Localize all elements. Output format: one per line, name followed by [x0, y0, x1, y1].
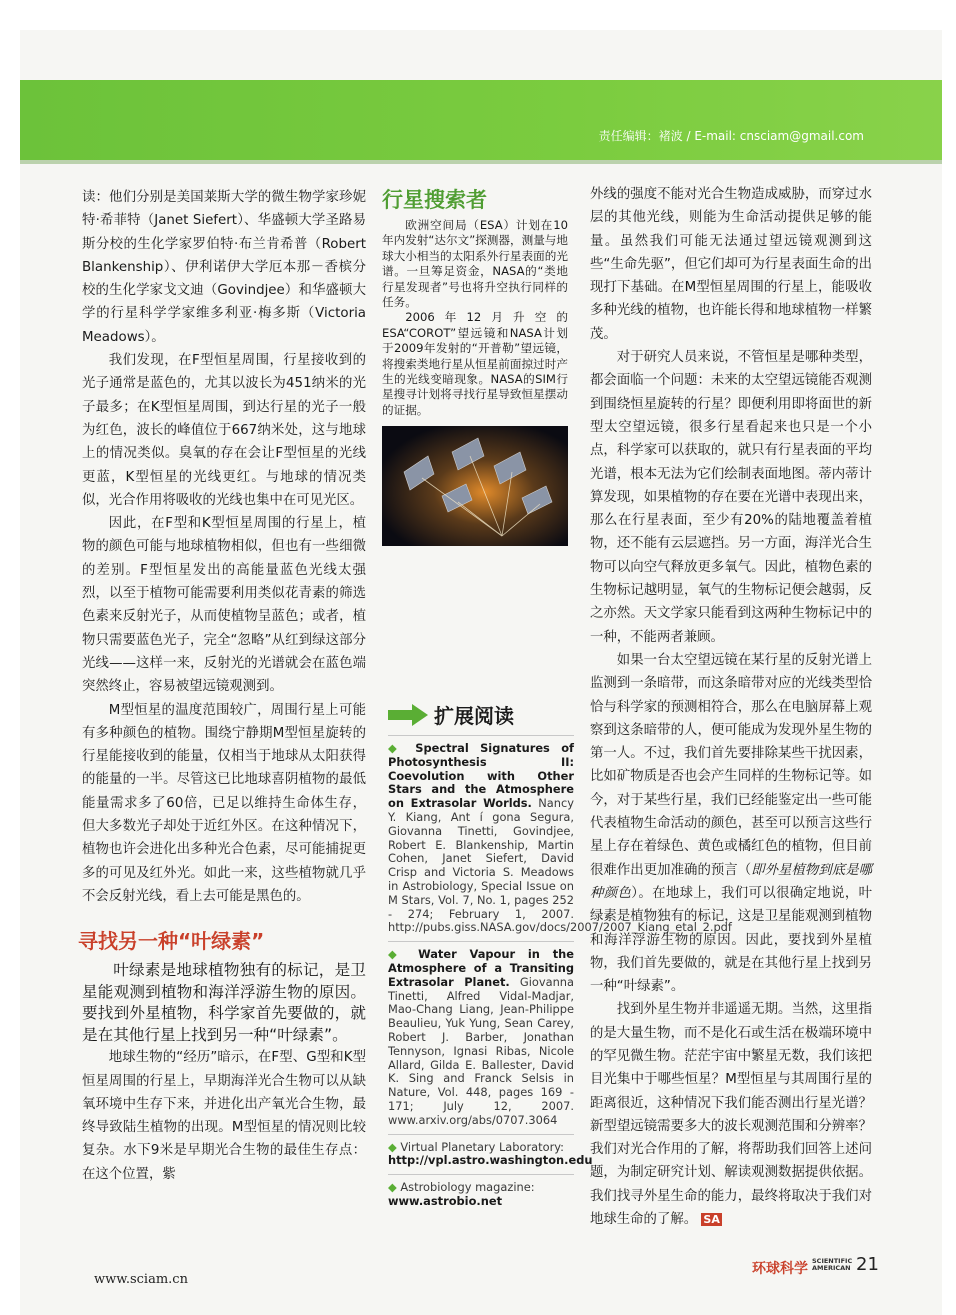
paragraph: M型恒星的温度范围较广，周围行星上可能有多种颜色的植物。围绕宁静期M型恒星旋转的行星能接收到的能量，仅相当于地球从太阳获得的能量的一半。尽管这已比地球喜阴植物的最低能量需求多了60倍，已足以维持生命体生存，但大多数光子却处于近红外区。在这种情况下，植物也许会进化出多种光合色素，尽可能捕捉更多的可见及红外光。如此一来，这些植物就几乎不会反射光线，看上去可能是黑色的。	[82, 702, 366, 904]
paragraph-text: 如果一台太空望远镜在某行星的反射光谱上监测到一条暗带，而这条暗带对应的光线类型恰恰与科学家的预测相符合，那么在电脑屏幕上观察到这条暗带的人，便可能成为发现外星生物的第一人。不过，我们首先要排除某些干扰因素，比如矿物质是否也会产生同样的生物标记等。如今，对于某些行星，我们已经能鉴定出一些可能代表植物生命活动的颜色，甚至可以预言这些行星上存在着绿色、黄色或橘红色的植物，但目前很难作出更加准确的预言（	[590, 652, 872, 878]
sidebar-paragraph: 2006年12月升空的ESA“COROT”望远镜和NASA计划于2009年发射的“开普勒”望远镜，将搜索类地行星从恒星前面掠过时产生的光线变暗现象。NASA的SIM行星搜寻计划将寻找行星导致恒星摆动的证据。	[382, 310, 568, 417]
paragraph: 对于研究人员来说，不管恒星是哪种类型，都会面临一个问题：未来的太空望远镜能否观测到围绕恒星旋转的行星？即便利用即将面世的新型太空望远镜，很多行星看起来也只是一个小点，科学家可以获取的，就只有行星表面的平均光谱，根本无法为它们绘制表面地图。蒂内蒂计算发现，如果植物的存在要在光谱中表现出来，那么在行星表面，至少有20%的陆地覆盖着植物，还不能有云层遮挡。另一方面，海洋光合生物可以向空气释放更多氧气。因此，植物色素的生物标记越明显，氧气的生物标记便会越弱，反之亦然。天文学家只能看到这两种生物标记中的一种，不能两者兼顾。	[590, 350, 872, 645]
bullet-diamond-icon: ◆	[388, 947, 406, 962]
publication-name-en	[812, 1258, 852, 1272]
reference-details: Giovanna Tinetti, Alfred Vidal-Madjar, Mao-Chang Liang, Jean-Philippe Beaulieu, Yuk Yung, Sean Carey, Robert J. Barber, Jonathan Tennyson, Ignasi Ribas, Nicole Allard, Gilda E. Ballester, David K. Sing and Franck Selsis in Nature, Vol. 448, pages 169 - 171; July 12, 2007. www.arxiv.org/abs/0707.3064	[388, 974, 574, 1127]
section-heading: 寻找另一种“叶绿素”	[78, 929, 265, 954]
reference-label: Virtual Planetary Laboratory:	[400, 1139, 565, 1154]
footer-website[interactable]: www.sciam.cn	[94, 1272, 188, 1287]
paragraph: 因此，在F型和K型恒星周围的行星上，植物的颜色可能与地球植物相似，但也有一些细微的差别。F型恒星发出的高能量蓝色光线太强烈，以至于植物可能需要利用类似花青素的筛选色素来反射光子，从而使植物呈蓝色；或者，植物只需要蓝色光子，完全“忽略”从红到绿这部分光线——这样一来，反射光的光谱就会在蓝色端突然终止，容易被望远镜观测到。	[82, 516, 366, 695]
header-band	[20, 80, 942, 160]
sidebar-paragraph: 欧洲空间局（ESA）计划在10年内发射“达尔文”探测器，测量与地球大小相当的太阳系外行星表面的光谱。一旦筹足资金，NASA的“类地行星发现者”号也将升空执行同样的任务。	[382, 218, 568, 310]
reference-title: Water Vapour in the Atmosphere of a Transiting Extrasolar Planet.	[388, 947, 574, 989]
article-column-1	[78, 186, 366, 1186]
divider	[388, 1174, 574, 1175]
reference-item	[388, 1181, 574, 1209]
article-column-3	[590, 183, 872, 1231]
divider	[388, 1134, 574, 1135]
bullet-diamond-icon: ◆	[388, 741, 405, 755]
reference-title: Spectral Signatures of Photosynthesis II: Coevolution with Other Stars and the Atmosphere on Extrasolar Worlds.	[388, 741, 575, 811]
bullet-diamond-icon: ◆	[388, 1180, 397, 1195]
reference-link[interactable]: www.astrobio.net	[388, 1193, 503, 1208]
arrow-icon	[388, 704, 428, 726]
divider	[388, 735, 574, 736]
scan-margin	[0, 0, 956, 32]
further-reading-header	[388, 700, 574, 729]
publication-name-en-line: SCIENTIFIC	[812, 1257, 853, 1265]
sidebar-title: 行星搜索者	[382, 188, 487, 212]
reference-link[interactable]: http://vpl.astro.washington.edu	[388, 1153, 593, 1168]
further-reading-title: 扩展阅读	[434, 704, 514, 728]
reference-details: Nancy Y. Kiang, Ant í gona Segura, Giovanna Tinetti, Govindjee, Robert E. Blankenship, Martin Cohen, Janet Siefert, David Crisp and Victoria S. Meadows in Astrobiology, Special Issue on M Stars, Vol. 7, No. 1, pages 252 - 274; February 1, 2007. http://pubs.giss.NASA.gov/docs/2007/2007_Kiang_etal_2.pdf	[388, 796, 732, 935]
bullet-diamond-icon: ◆	[388, 1139, 397, 1154]
publication-name-en-line: AMERICAN	[812, 1264, 851, 1272]
editor-credit: 责任编辑：褚波 / E-mail: cnsciam@gmail.com	[598, 129, 864, 143]
paragraph-text: 找到外星生物并非遥遥无期。当然，这里指的是大量生物，而不是化石或生活在极端环境中的罕见微生物。茫茫宇宙中繁星无数，我们该把目光集中于哪些恒星？M型恒星与其周围行星的距离很近，这种情况下我们能否测出行星光谱？新型望远镜需要多大的波长观测范围和分辨率？我们对光合作用的了解，将帮助我们回答上述问题，为制定研究计划、解读观测数据提供依据。我们找寻外星生命的能力，最终将取决于我们对地球生命的了解。	[590, 1002, 872, 1228]
paragraph: 我们发现，在F型恒星周围，行星接收到的光子通常是蓝色的，尤其以波长为451纳米的光子最多；在K型恒星周围，到达行星的光子一般为红色，波长的峰值位于667纳米处，这与地球上的情况类似。臭氧的存在会让F型恒星的光线更蓝，K型恒星的光线更红。与地球的情况类似，光合作用将吸收的光线也集中在可见光区。	[82, 353, 366, 508]
divider	[388, 941, 574, 942]
space-telescope-illustration	[382, 426, 568, 546]
section-lead: 叶绿素是地球植物独有的标记，是卫星能观测到植物和海洋浮游生物的原因。要找到外星植物，科学家首先要做的，就是在其他行星上找到另一种“叶绿素”。	[82, 961, 366, 1044]
planet-hunters-sidebar	[382, 186, 568, 546]
paragraph: 地球生物的“经历”暗示，在F型、G型和K型恒星周围的行星上，早期海洋光合生物可以从缺氧环境中生存下来，并进化出产氧光合生物，最终导致陆生植物的出现。M型恒星的情况则比较复杂。水下9米是早期光合生物的最佳生存点：在这个位置，紫	[82, 1050, 366, 1182]
end-mark: SA	[703, 1213, 720, 1227]
sidebar-body	[382, 218, 568, 418]
page-number: 21	[856, 1254, 879, 1275]
paragraph: 外线的强度不能对光合生物造成威胁，而穿过水层的其他光线，则能为生命活动提供足够的能量。虽然我们可能无法通过望远镜观测到这些“生命先驱”，但它们却可为行星表面生命的出现打下基础。在M型恒星周围的行星上，能吸收多种光线的植物，也许能长得和地球植物一样繁茂。	[590, 187, 872, 342]
reference-item	[388, 948, 574, 1127]
publication-name: 环球科学	[752, 1261, 808, 1277]
paragraph: 读：他们分别是美国莱斯大学的微生物学家珍妮特·希菲特（Janet Siefert）、华盛顿大学圣路易斯分校的生化学家罗伯特·布兰肯希普（Robert Blankenship）、伊利诺伊大学厄本那－香槟分校的生化学家戈文迪（Govindjee）和华盛顿大学的行星科学学家维多利亚·梅多斯（Victoria Meadows）。	[82, 190, 366, 345]
reference-label: Astrobiology magazine:	[400, 1180, 535, 1195]
editor-note: 即外星植物到底是哪种颜色	[590, 862, 873, 901]
header-band-shadow	[20, 160, 942, 164]
paragraph-text: ）。在地球上，我们可以很确定地说，叶绿素是植物独有的标记，这是卫星能观测到植物和海洋浮游生物的原因。因此，要找到外星植物，我们首先要做的，就是在其他行星上找到另一种“叶绿素”。	[590, 885, 872, 995]
paragraph	[590, 998, 872, 1231]
reference-item	[388, 1139, 593, 1169]
paragraph	[590, 649, 872, 998]
